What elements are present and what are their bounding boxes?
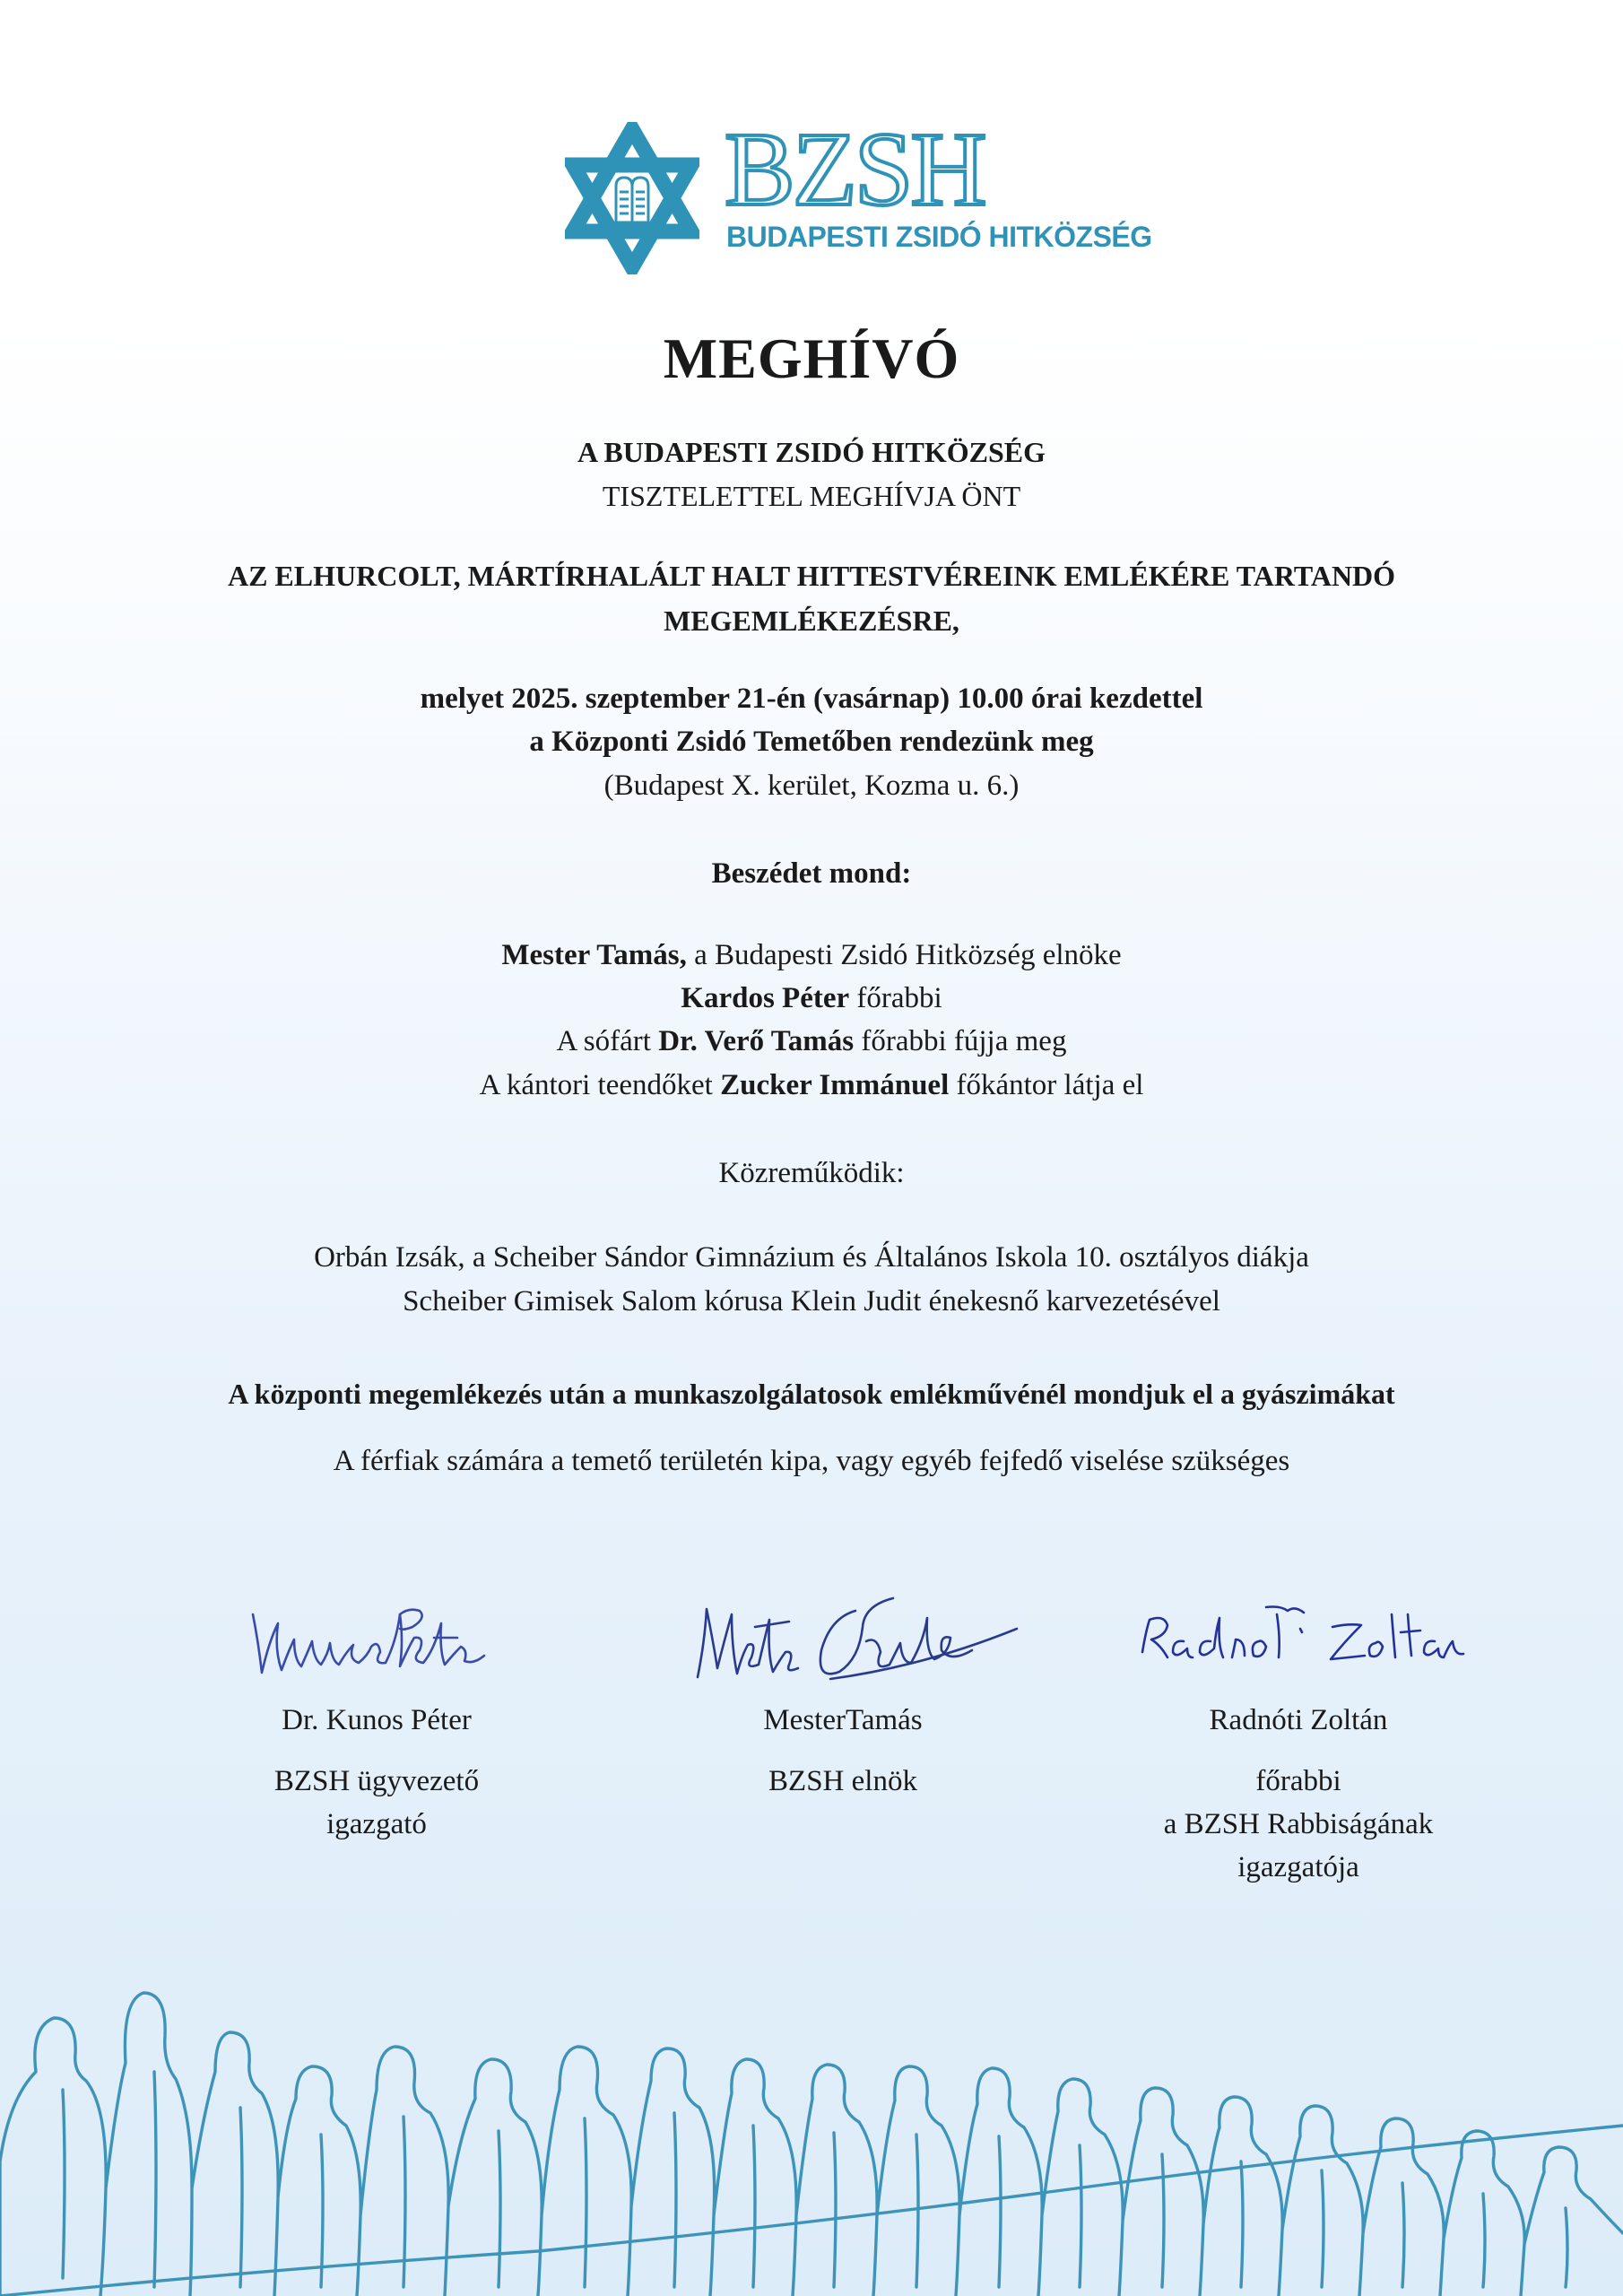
speakers-heading: Beszédet mond: bbox=[711, 857, 912, 890]
signatory-mester bbox=[655, 1587, 1031, 1803]
signatory-name: Dr. Kunos Péter bbox=[282, 1704, 472, 1736]
signatory-role-line-2: igazgató bbox=[326, 1808, 427, 1840]
contributors-heading: Közreműködik: bbox=[718, 1157, 905, 1189]
speaker-role: a Budapesti Zsidó Hitközség elnöke bbox=[686, 939, 1122, 971]
contributor-line-2: Scheiber Gimisek Salom kórusa Klein Judit énekesnő karvezetésével bbox=[403, 1285, 1220, 1318]
speaker-line-1 bbox=[0, 936, 1623, 974]
signatory-role-line-1: BZSH elnök bbox=[768, 1765, 917, 1797]
page-title: MEGHÍVÓ bbox=[663, 326, 960, 390]
event-address: (Budapest X. kerület, Kozma u. 6.) bbox=[603, 770, 1020, 802]
crowd-silhouette-illustration bbox=[0, 1892, 1623, 2296]
notice-bold: A központi megemlékezés után a munkaszolgálatosok emlékművénél mondjuk el a gyászimákat bbox=[228, 1378, 1395, 1410]
bzsh-logo bbox=[565, 110, 1152, 274]
notice-line: A férfiak számára a temető területén kipa, vagy egyéb fejfedő viselése szükséges bbox=[333, 1445, 1290, 1477]
event-venue: a Központi Zsidó Temetőben rendezünk meg bbox=[529, 726, 1094, 758]
event-line-1: AZ ELHURCOLT, MÁRTÍRHALÁLT HALT HITTESTVÉREINK EMLÉKÉRE TARTANDÓ bbox=[227, 560, 1396, 592]
speaker-prefix: A sófárt bbox=[556, 1025, 659, 1057]
signatory-role-line-2: a BZSH Rabbiságának igazgatója bbox=[1163, 1808, 1434, 1883]
signatory-kunos bbox=[188, 1587, 565, 1846]
speaker-name: Dr. Verő Tamás bbox=[658, 1025, 855, 1057]
signature-kunos bbox=[188, 1587, 565, 1686]
speaker-role: főkántor látja el bbox=[949, 1069, 1144, 1101]
invites-line: TISZTELETTEL MEGHÍVJA ÖNT bbox=[602, 480, 1021, 512]
signatory-name: Radnóti Zoltán bbox=[1209, 1704, 1388, 1736]
signatory-radnoti bbox=[1101, 1587, 1496, 1889]
logo-wordmark: BZSH bbox=[725, 110, 985, 228]
speaker-role: főrabbi bbox=[849, 982, 942, 1014]
speaker-line-4 bbox=[0, 1066, 1623, 1104]
host-line: A BUDAPESTI ZSIDÓ HITKÖZSÉG bbox=[577, 436, 1046, 468]
speaker-prefix: A kántori teendőket bbox=[479, 1069, 721, 1101]
signatory-name: MesterTamás bbox=[763, 1704, 923, 1736]
speaker-line-2 bbox=[0, 979, 1623, 1017]
speaker-name: Kardos Péter bbox=[681, 982, 850, 1014]
speaker-role: főrabbi fújja meg bbox=[854, 1025, 1067, 1057]
speaker-name: Mester Tamás, bbox=[501, 939, 687, 971]
contributor-line-1: Orbán Izsák, a Scheiber Sándor Gimnázium és Általános Iskola 10. osztályos diákja bbox=[314, 1241, 1309, 1274]
signature-radnoti bbox=[1101, 1587, 1496, 1686]
star-of-david-tablets-icon bbox=[565, 122, 699, 274]
signatory-role-line-1: főrabbi bbox=[1255, 1765, 1341, 1797]
speaker-line-3 bbox=[0, 1022, 1623, 1060]
event-date: melyet 2025. szeptember 21-én (vasárnap) 10.00 órai kezdettel bbox=[420, 683, 1203, 715]
signature-mester bbox=[655, 1587, 1031, 1686]
logo-subtitle: BUDAPESTI ZSIDÓ HITKÖZSÉG bbox=[726, 221, 1152, 253]
speaker-name: Zucker Immánuel bbox=[720, 1069, 950, 1101]
signatory-role-line-1: BZSH ügyvezető bbox=[273, 1765, 480, 1797]
event-line-2: MEGEMLÉKEZÉSRE, bbox=[664, 604, 959, 637]
